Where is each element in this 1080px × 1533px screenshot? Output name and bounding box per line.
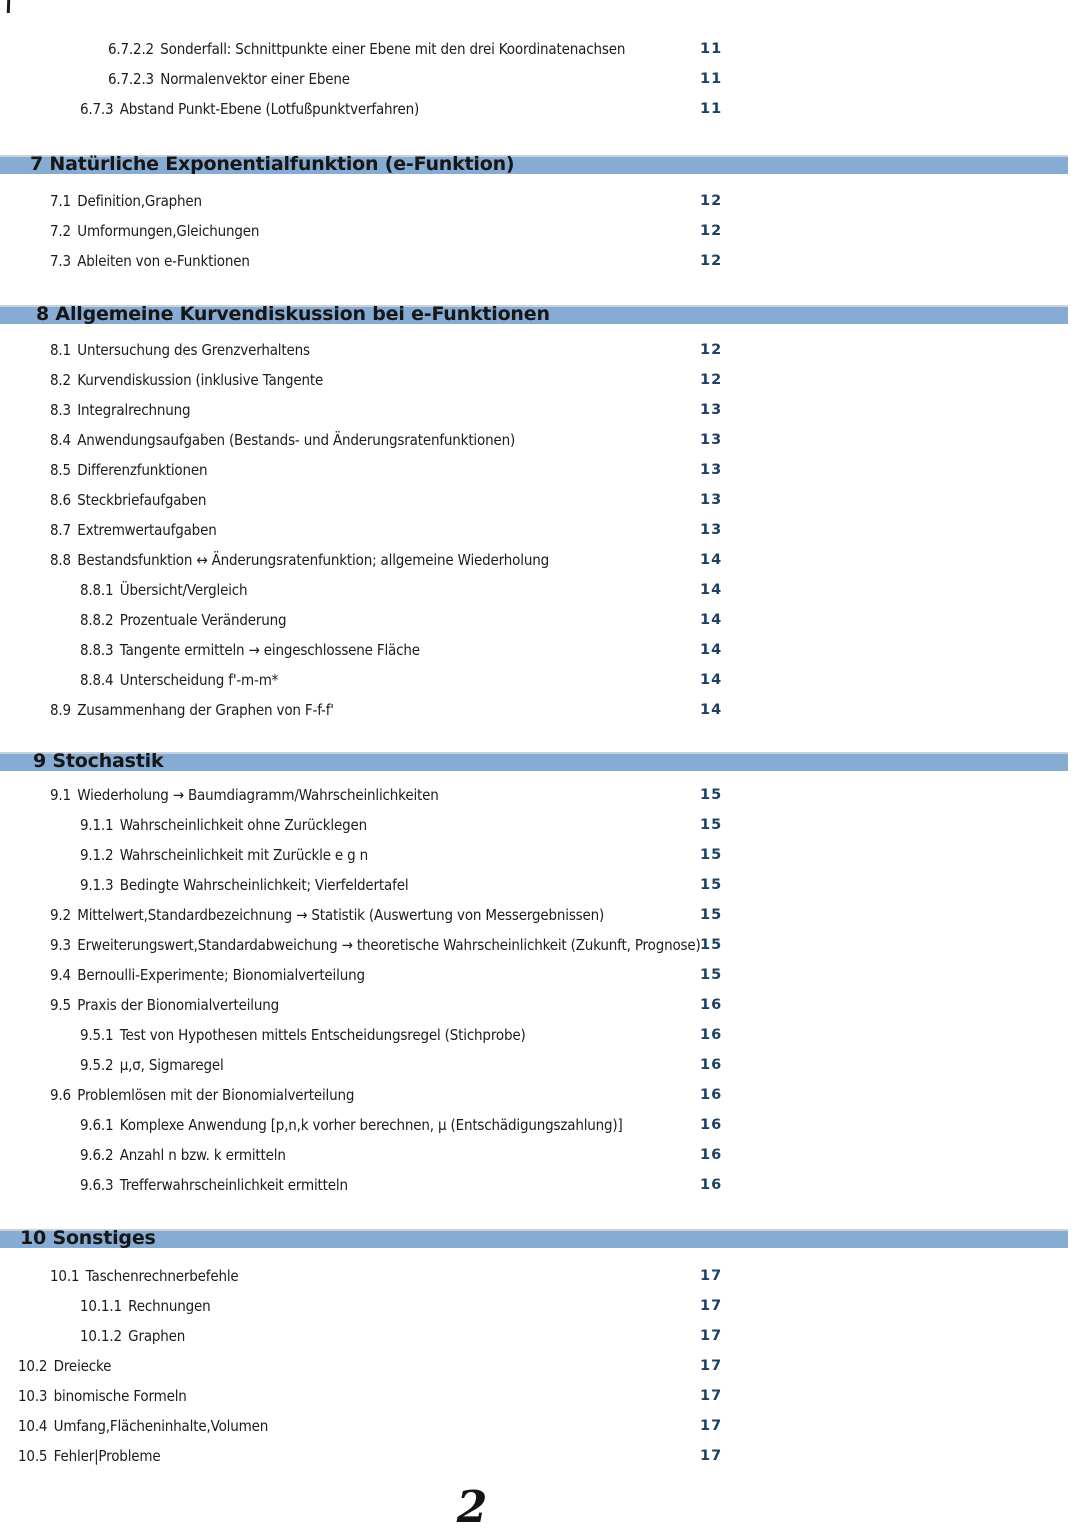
toc-entry-title: Übersicht/Vergleich <box>119 581 248 599</box>
toc-entry-label <box>50 252 250 270</box>
toc-entry-number: 9.1.3 <box>80 876 114 894</box>
toc-entry-number: 8.8.2 <box>80 611 114 629</box>
toc-entry-number: 9.5 <box>50 996 71 1014</box>
toc-entry-label <box>50 341 310 359</box>
toc-entry-title: Definition,Graphen <box>77 192 202 210</box>
toc-entry-label <box>50 222 259 240</box>
toc-entry-label <box>50 1086 354 1104</box>
toc-entry <box>0 840 1080 870</box>
toc-entry-label <box>50 521 217 539</box>
toc-entry-number: 8.1 <box>50 341 71 359</box>
toc-entry-label <box>80 816 367 834</box>
section-header-bar <box>0 1229 1068 1248</box>
toc-entry-page: 16 <box>700 997 723 1013</box>
toc-entry <box>0 1140 1080 1170</box>
toc-entry-number: 7.2 <box>50 222 71 240</box>
toc-entry-page: 12 <box>700 253 723 269</box>
toc-entry-page: 14 <box>700 702 723 718</box>
toc-entry-number: 8.6 <box>50 491 71 509</box>
toc-entry-title: Problemlösen mit der Bionomialverteilung <box>77 1086 355 1104</box>
toc-entry-label <box>50 491 206 509</box>
toc-entry-label <box>50 936 701 954</box>
toc-entry-number: 7.3 <box>50 252 71 270</box>
toc-entry-page: 16 <box>700 1117 723 1133</box>
section-entries <box>0 780 1080 1200</box>
toc-entry-number: 10.4 <box>18 1417 48 1435</box>
toc-entry <box>0 1170 1080 1200</box>
toc-entry-title: Bestandsfunktion ↔ Änderungsratenfunktion; allgemeine Wiederholung <box>77 551 549 569</box>
toc-entry-page: 13 <box>700 402 723 418</box>
toc-entry-label <box>80 581 247 599</box>
toc-entry-label <box>80 846 368 864</box>
toc-entry <box>0 635 1080 665</box>
toc-entry-title: Taschenrechnerbefehle <box>85 1267 239 1285</box>
toc-section <box>0 34 1080 124</box>
section-header-label: 10 Sonstiges <box>20 1227 156 1249</box>
toc-entry <box>0 1321 1080 1351</box>
toc-entry-title: Wahrscheinlichkeit ohne Zurücklegen <box>119 816 368 834</box>
toc-entry-page: 12 <box>700 223 723 239</box>
toc-entry-page: 12 <box>700 193 723 209</box>
toc-entry-title: Integralrechnung <box>77 401 191 419</box>
toc-entry-number: 9.5.2 <box>80 1056 114 1074</box>
toc-entry <box>0 455 1080 485</box>
toc-entry-label <box>80 1327 185 1345</box>
toc-entry-title: Differenzfunktionen <box>77 461 208 479</box>
toc-entry-title: Bernoulli-Experimente; Bionomialverteilung <box>77 966 365 984</box>
toc-entry-label <box>50 401 190 419</box>
toc-entry-label <box>108 40 625 58</box>
toc-entry <box>0 1351 1080 1381</box>
section-header-label: 9 Stochastik <box>33 750 164 772</box>
toc-entry-title: Umfang,Flächeninhalte,Volumen <box>53 1417 269 1435</box>
toc-entry <box>0 960 1080 990</box>
toc-entry-page: 13 <box>700 432 723 448</box>
toc-entry-page: 16 <box>700 1147 723 1163</box>
toc-entry-page: 16 <box>700 1027 723 1043</box>
toc-entry-number: 8.7 <box>50 521 71 539</box>
toc-entry-label <box>18 1447 160 1465</box>
scan-corner-mark <box>7 0 10 13</box>
toc-entry-number: 9.2 <box>50 906 71 924</box>
toc-entry-page: 17 <box>700 1358 723 1374</box>
toc-entry-title: Erweiterungswert,Standardabweichung → theoretische Wahrscheinlichkeit (Zukunft, Prognose) <box>77 936 701 954</box>
toc-entry-title: Bedingte Wahrscheinlichkeit; Vierfeldertafel <box>119 876 409 894</box>
toc-entry-label <box>50 551 549 569</box>
toc-entry-number: 9.1.1 <box>80 816 114 834</box>
toc-entry <box>0 246 1080 276</box>
section-header-bar <box>0 752 1068 771</box>
toc-entry <box>0 870 1080 900</box>
toc-entry-label <box>80 641 420 659</box>
toc-entry <box>0 1020 1080 1050</box>
toc-section <box>0 305 1080 725</box>
toc-entry-number: 9.5.1 <box>80 1026 114 1044</box>
toc-entry-title: Anzahl n bzw. k ermitteln <box>119 1146 286 1164</box>
toc-entry-label <box>18 1417 268 1435</box>
toc-entry-label <box>50 371 323 389</box>
toc-entry-number: 8.8.4 <box>80 671 114 689</box>
toc-entry-page: 17 <box>700 1298 723 1314</box>
toc-entry-page: 14 <box>700 612 723 628</box>
toc-entry-number: 10.3 <box>18 1387 48 1405</box>
toc-entry-page: 15 <box>700 937 723 953</box>
toc-entry-number: 9.6.2 <box>80 1146 114 1164</box>
toc-entry <box>0 695 1080 725</box>
toc-entry-title: Graphen <box>128 1327 186 1345</box>
toc-entry-page: 14 <box>700 642 723 658</box>
toc-entry-title: Zusammenhang der Graphen von F-f-f' <box>77 701 334 719</box>
toc-entry-label <box>50 431 515 449</box>
toc-entry-label <box>50 461 207 479</box>
toc-entry-page: 14 <box>700 672 723 688</box>
toc-entry-title: Kurvendiskussion (inklusive Tangente <box>77 371 324 389</box>
toc-entry-number: 9.1 <box>50 786 71 804</box>
toc-entry-title: Test von Hypothesen mittels Entscheidungsregel (Stichprobe) <box>119 1026 526 1044</box>
toc-entry <box>0 425 1080 455</box>
toc-entry-page: 15 <box>700 967 723 983</box>
toc-entry-page: 17 <box>700 1448 723 1464</box>
toc-entry-page: 15 <box>700 877 723 893</box>
toc-entry-title: Umformungen,Gleichungen <box>77 222 260 240</box>
toc-entry <box>0 1110 1080 1140</box>
toc-entry-number: 9.6 <box>50 1086 71 1104</box>
toc-entry-title: Unterscheidung f'-m-m* <box>119 671 279 689</box>
toc-entry-number: 8.3 <box>50 401 71 419</box>
toc-entry-number: 8.8.3 <box>80 641 114 659</box>
toc-entry-label <box>50 786 439 804</box>
toc-entry-page: 15 <box>700 847 723 863</box>
toc-entry <box>0 1050 1080 1080</box>
toc-entry <box>0 810 1080 840</box>
toc-entry <box>0 515 1080 545</box>
toc-entry-number: 10.1.2 <box>80 1327 122 1345</box>
toc-entry <box>0 780 1080 810</box>
toc-entry-label <box>50 906 604 924</box>
page-number: 2 <box>456 1482 488 1533</box>
toc-entry-title: Ableiten von e-Funktionen <box>77 252 250 270</box>
toc-entry-title: Mittelwert,Standardbezeichnung → Statistik (Auswertung von Messergebnissen) <box>77 906 605 924</box>
toc-entry <box>0 1411 1080 1441</box>
toc-entry-page: 15 <box>700 907 723 923</box>
toc-entry-label <box>80 611 286 629</box>
toc-entry-title: Prozentuale Veränderung <box>119 611 287 629</box>
toc-section <box>0 1229 1080 1471</box>
toc-entry-title: Extremwertaufgaben <box>77 521 217 539</box>
toc-entry <box>0 1080 1080 1110</box>
toc-entry <box>0 665 1080 695</box>
section-entries <box>0 335 1080 725</box>
toc-entry-title: μ,σ, Sigmaregel <box>119 1056 224 1074</box>
toc-entry-number: 8.2 <box>50 371 71 389</box>
toc-entry-page: 11 <box>700 41 723 57</box>
toc-entry <box>0 900 1080 930</box>
toc-entry-number: 8.5 <box>50 461 71 479</box>
toc-entry-label <box>18 1357 111 1375</box>
toc-entry-page: 14 <box>700 582 723 598</box>
toc-entry <box>0 1261 1080 1291</box>
toc-section <box>0 155 1080 276</box>
toc-entry-page: 16 <box>700 1057 723 1073</box>
toc-section <box>0 752 1080 1200</box>
toc-entry-label <box>50 701 334 719</box>
toc-entry-number: 6.7.2.3 <box>108 70 154 88</box>
toc-entry-page: 17 <box>700 1418 723 1434</box>
toc-entry <box>0 94 1080 124</box>
toc-entry-label <box>50 966 365 984</box>
toc-entry-number: 6.7.3 <box>80 100 114 118</box>
toc-entry-page: 16 <box>700 1087 723 1103</box>
toc-entry <box>0 186 1080 216</box>
toc-entry <box>0 64 1080 94</box>
toc-entry <box>0 365 1080 395</box>
toc-entry-title: Sonderfall: Schnittpunkte einer Ebene mit den drei Koordinatenachsen <box>160 40 626 58</box>
toc-entry-title: Normalenvektor einer Ebene <box>160 70 350 88</box>
toc-entry-label <box>80 1026 526 1044</box>
toc-entry <box>0 34 1080 64</box>
toc-entry-page: 13 <box>700 492 723 508</box>
toc-entry-page: 17 <box>700 1328 723 1344</box>
toc-entry-number: 10.1 <box>50 1267 80 1285</box>
toc-entry-number: 10.2 <box>18 1357 48 1375</box>
toc-entry-number: 8.8.1 <box>80 581 114 599</box>
toc-entry-title: Tangente ermitteln → eingeschlossene Fläche <box>119 641 420 659</box>
toc-entry-number: 8.4 <box>50 431 71 449</box>
toc-entry <box>0 545 1080 575</box>
toc-entry-label <box>80 1056 224 1074</box>
toc-entry-title: Wiederholung → Baumdiagramm/Wahrscheinlichkeiten <box>77 786 439 804</box>
section-entries <box>0 34 1080 124</box>
toc-entry-page: 14 <box>700 552 723 568</box>
toc-entry-label <box>80 1297 211 1315</box>
toc-entry <box>0 1441 1080 1471</box>
toc-entry-label <box>80 876 408 894</box>
section-header-bar <box>0 155 1068 174</box>
toc-entry <box>0 605 1080 635</box>
toc-entry-number: 9.6.3 <box>80 1176 114 1194</box>
toc-entry-page: 17 <box>700 1388 723 1404</box>
toc-entry-title: Rechnungen <box>128 1297 211 1315</box>
toc-entry <box>0 1381 1080 1411</box>
toc-entry-page: 13 <box>700 522 723 538</box>
toc-entry-label <box>50 1267 239 1285</box>
toc-entry-label <box>80 1146 286 1164</box>
toc-entry-number: 9.3 <box>50 936 71 954</box>
toc-entry-label <box>50 996 279 1014</box>
section-entries <box>0 1261 1080 1471</box>
toc-entry-title: binomische Formeln <box>53 1387 187 1405</box>
toc-entry-label <box>50 192 202 210</box>
toc-entry-title: Fehler|Probleme <box>53 1447 161 1465</box>
toc-entry <box>0 575 1080 605</box>
toc-entry-page: 11 <box>700 101 723 117</box>
toc-entry-title: Dreiecke <box>53 1357 112 1375</box>
section-header-label: 8 Allgemeine Kurvendiskussion bei e-Funktionen <box>36 303 550 325</box>
toc-entry-page: 12 <box>700 342 723 358</box>
toc-entry-label <box>108 70 350 88</box>
toc-entry-number: 8.8 <box>50 551 71 569</box>
toc-entry <box>0 990 1080 1020</box>
toc-entry <box>0 930 1080 960</box>
toc-entry-number: 9.4 <box>50 966 71 984</box>
toc-entry-number: 10.1.1 <box>80 1297 122 1315</box>
toc-entry-page: 12 <box>700 372 723 388</box>
toc-entry-label <box>18 1387 187 1405</box>
toc-entry-title: Untersuchung des Grenzverhaltens <box>77 341 310 359</box>
toc-entry-page: 15 <box>700 817 723 833</box>
toc-entry-title: Steckbriefaufgaben <box>77 491 207 509</box>
section-header-label: 7 Natürliche Exponentialfunktion (e-Funktion) <box>30 153 515 175</box>
toc-entry <box>0 335 1080 365</box>
toc-entry-number: 9.6.1 <box>80 1116 114 1134</box>
toc-entry <box>0 395 1080 425</box>
toc-entry-label <box>80 1176 348 1194</box>
toc-entry-page: 16 <box>700 1177 723 1193</box>
toc-entry-title: Abstand Punkt-Ebene (Lotfußpunktverfahren) <box>119 100 420 118</box>
toc-entry-label <box>80 100 419 118</box>
toc-entry-title: Komplexe Anwendung [p,n,k vorher berechnen, μ (Entschädigungszahlung)] <box>119 1116 623 1134</box>
toc-entry-label <box>80 671 278 689</box>
toc-entry-page: 11 <box>700 71 723 87</box>
section-entries <box>0 186 1080 276</box>
toc-entry-title: Trefferwahrscheinlichkeit ermitteln <box>119 1176 348 1194</box>
toc-entry-page: 15 <box>700 787 723 803</box>
toc-entry-number: 9.1.2 <box>80 846 114 864</box>
toc-entry-number: 6.7.2.2 <box>108 40 154 58</box>
toc-entry-number: 8.9 <box>50 701 71 719</box>
toc-entry-page: 17 <box>700 1268 723 1284</box>
toc-entry-title: Praxis der Bionomialverteilung <box>77 996 279 1014</box>
toc-entry-page: 13 <box>700 462 723 478</box>
toc-entry <box>0 216 1080 246</box>
toc-entry <box>0 1291 1080 1321</box>
toc-entry <box>0 485 1080 515</box>
toc-entry-number: 10.5 <box>18 1447 48 1465</box>
section-header-bar <box>0 305 1068 324</box>
toc-entry-title: Wahrscheinlichkeit mit Zurückle e g n <box>119 846 369 864</box>
toc-entry-title: Anwendungsaufgaben (Bestands- und Änderungsratenfunktionen) <box>77 431 516 449</box>
toc-entry-label <box>80 1116 623 1134</box>
toc-entry-number: 7.1 <box>50 192 71 210</box>
